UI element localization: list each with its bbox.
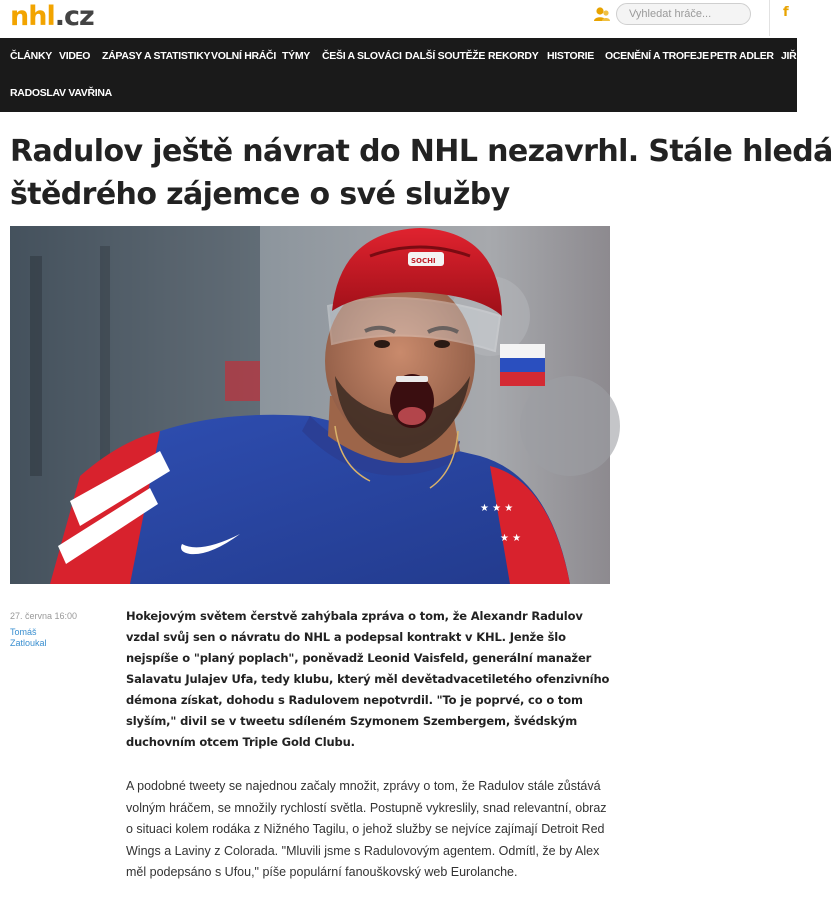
nav-item-video[interactable]: VIDEO — [59, 50, 91, 62]
player-search-input[interactable] — [616, 3, 751, 25]
nav-item-historie[interactable]: HISTORIE — [547, 50, 594, 62]
nav-item-petr-adler[interactable]: PETR ADLER — [710, 50, 774, 62]
nav-item-cesi-a-slovaci[interactable]: ČEŠI A SLOVÁCI — [322, 50, 402, 62]
nav-item-oceneni[interactable]: OCENĚNÍ A TROFEJE — [605, 50, 709, 62]
svg-text:SOCHI: SOCHI — [411, 257, 436, 265]
article-title-line2: štědrého zájemce o své služby — [10, 177, 510, 212]
article-author-link[interactable]: Tomáš Zatloukal — [10, 627, 47, 648]
nav-item-zapasy[interactable]: ZÁPASY A STATISTIKY — [102, 50, 211, 62]
header-divider — [769, 0, 770, 36]
nav-item-tymy[interactable]: TÝMY — [282, 50, 310, 62]
nav-item-jiri[interactable]: JIŘÍ — [781, 50, 800, 62]
nav-item-radoslav-vavrina[interactable]: RADOSLAV VAVŘINA — [10, 87, 112, 99]
nav-item-rekordy[interactable]: REKORDY — [488, 50, 539, 62]
article-date: 27. června 16:00 — [10, 611, 78, 621]
nav-item-dalsi-souteze[interactable]: DALŠÍ SOUTĚŽE — [405, 50, 486, 62]
article-paragraph: A podobné tweety se najednou začaly množit, zprávy o tom, že Radulov stále zůstává volným hráčem, se množily rychlostí světla. Postupně vykreslily, snad relevantní, obraz o situaci kolem rodáka z Nižného Tagilu, o jehož služby se nejvíce zajímají Detroit Red Wings a Laviny z Colorada. "Mluvili jsme s Radulovovým agentem. Odmítl, že by Alex měl podepsáno s Ufou," píše populární fanouškovský web Eurolanche. — [126, 779, 607, 879]
logo-suffix: .cz — [54, 1, 94, 32]
main-nav — [0, 38, 800, 112]
top-bar — [0, 0, 797, 38]
article-title — [10, 130, 833, 216]
nav-item-volni-hraci[interactable]: VOLNÍ HRÁČI — [211, 50, 276, 62]
site-logo[interactable] — [10, 2, 94, 32]
hockey-player-image — [10, 226, 610, 584]
nav-item-clanky[interactable]: ČLÁNKY — [10, 50, 52, 62]
logo-prefix: nhl — [10, 1, 55, 32]
facebook-icon[interactable]: f — [783, 5, 789, 20]
svg-text:★ ★ ★: ★ ★ ★ — [480, 503, 514, 514]
article-title-line1: Radulov ještě návrat do NHL nezavrhl. Stále hledá — [10, 134, 833, 169]
svg-text:★ ★: ★ ★ — [500, 533, 522, 544]
user-icon[interactable] — [593, 5, 611, 23]
article-photo — [10, 226, 610, 584]
article-perex: Hokejovým světem čerstvě zahýbala zpráva o tom, že Alexandr Radulov vzdal svůj sen o návratu do NHL a podepsal kontrakt v KHL. Jenže šlo nejspíše o "planý poplach", poněvadž Leonid Vaisfeld, generální manažer Salavatu Julajev Ufa, tedy klubu, který měl devětadvacetiletého ofenzivního démona získat, dohodu s Radulovem nepotvrdil. "To je poprvé, co o tom slyším," divil se v tweetu sdíleném Szymonem Szembergem, švédským duchovním otcem Triple Gold Clubu. — [126, 609, 610, 749]
